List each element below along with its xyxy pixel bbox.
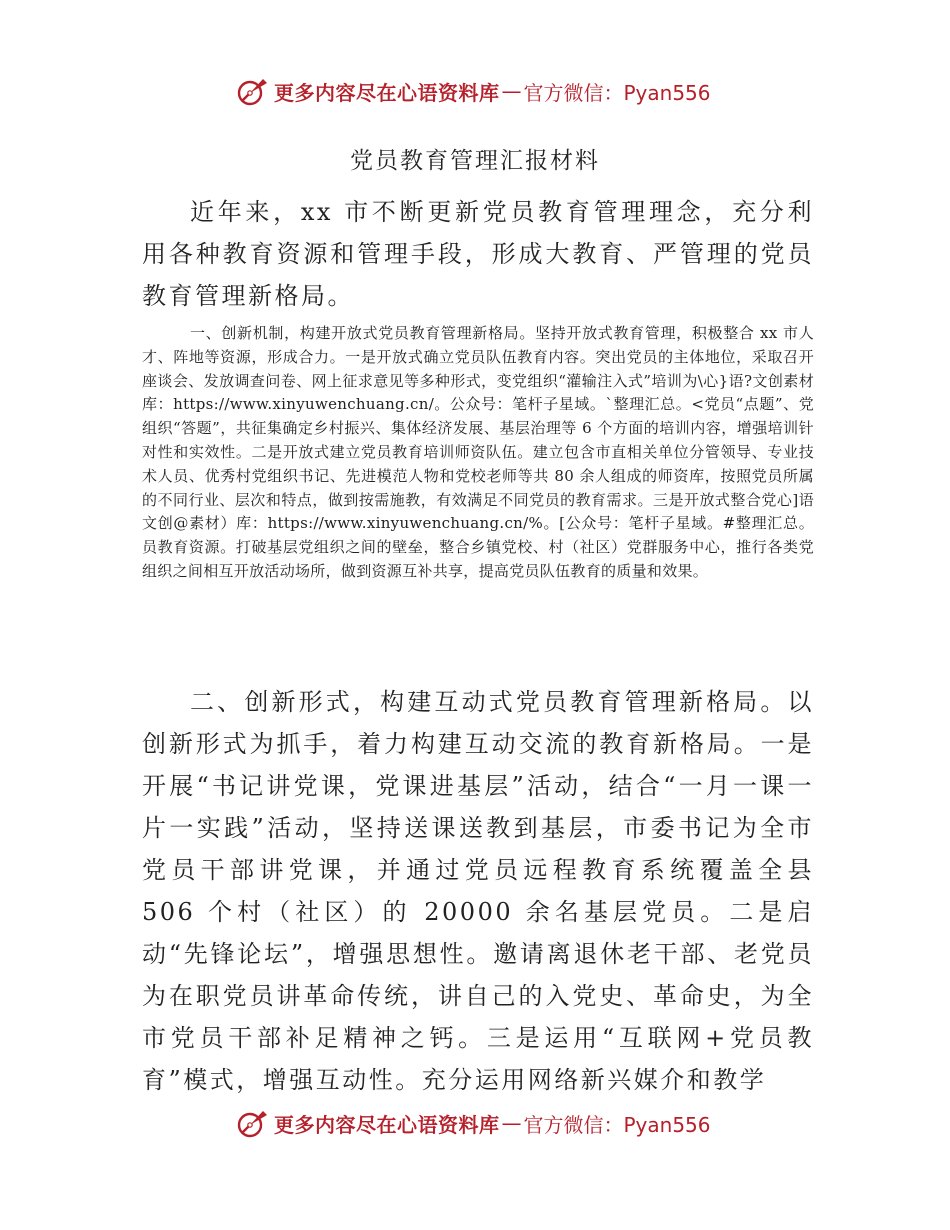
- banner-text: 更多内容尽在心语资料库: [274, 1112, 500, 1137]
- section-2-paragraph: 二、创新形式，构建互动式党员教育管理新格局。以创新形式为抓手，着力构建互动交流的教育新格局。一是开展“书记讲党课，党课进基层”活动，结合“一月一课一片一实践”活动，坚持送课送教到基层，市委书记为全市党员干部讲党课，并通过党员远程教育系统覆盖全县 506 个村（社区）的 20000 余名基层党员。二是启动“先锋论坛”，增强思想性。邀请离退休老干部、老党员为在职党员讲革命传统，讲自己的入党史、革命史，为全市党员干部补足精神之钙。三是运用“互联网+党员教育”模式，增强互动性。充分运用网络新兴媒介和教学: [142, 688, 814, 1094]
- header-banner: [236, 71, 716, 111]
- banner-account: 官方微信：Pyan556: [523, 80, 711, 105]
- banner-text: 更多内容尽在心语资料库: [274, 80, 500, 105]
- footer-banner: [236, 1103, 716, 1143]
- banner-dash: —: [501, 1111, 522, 1135]
- pen-nib-logo-icon: [236, 74, 270, 108]
- section-1-paragraph: 一、创新机制，构建开放式党员教育管理新格局。坚持开放式教育管理，积极整合 xx 市人才、阵地等资源，形成合力。一是开放式确立党员队伍教育内容。突出党员的主体地位，采取召开座谈会、发放调查问卷、网上征求意见等多种形式，变党组织“灌输注入式”培训为\心}语?文创素材库：https://www.xinyuwenchuang.cn/。公众号：笔杆子星域。`整理汇总。<党员“点题”、党组织“答题”，共征集确定乡村振兴、集体经济发展、基层治理等 6 个方面的培训内容，增强培训针对性和实效性。二是开放式建立党员教育培训师资队伍。建立包含市直相关单位分管领导、专业技术人员、优秀村党组织书记、先进模范人物和党校老师等共 80 余人组成的师资库，按照党员所属的不同行业、层次和特点，做到按需施教，有效满足不同党员的教育需求。三是开放式整合党心]语文创@素材）库：https://www.xinyuwenchuang.cn/%。[公众号：笔杆子星域。#整理汇总。员教育资源。打破基层党组织之间的壁垒，整合乡镇党校、村（社区）党群服务中心，推行各类党组织之间相互开放活动场所，做到资源互补共享，提高党员队伍教育的质量和效果。: [142, 324, 814, 580]
- pen-nib-logo-icon: [236, 1106, 270, 1140]
- intro-paragraph: 近年来，xx 市不断更新党员教育管理理念，充分利用各种教育资源和管理手段，形成大教育、严管理的党员教育管理新格局。: [142, 198, 814, 310]
- document-title: 党员教育管理汇报材料: [350, 148, 600, 174]
- banner-account: 官方微信：Pyan556: [523, 1112, 711, 1137]
- banner-dash: —: [501, 79, 522, 103]
